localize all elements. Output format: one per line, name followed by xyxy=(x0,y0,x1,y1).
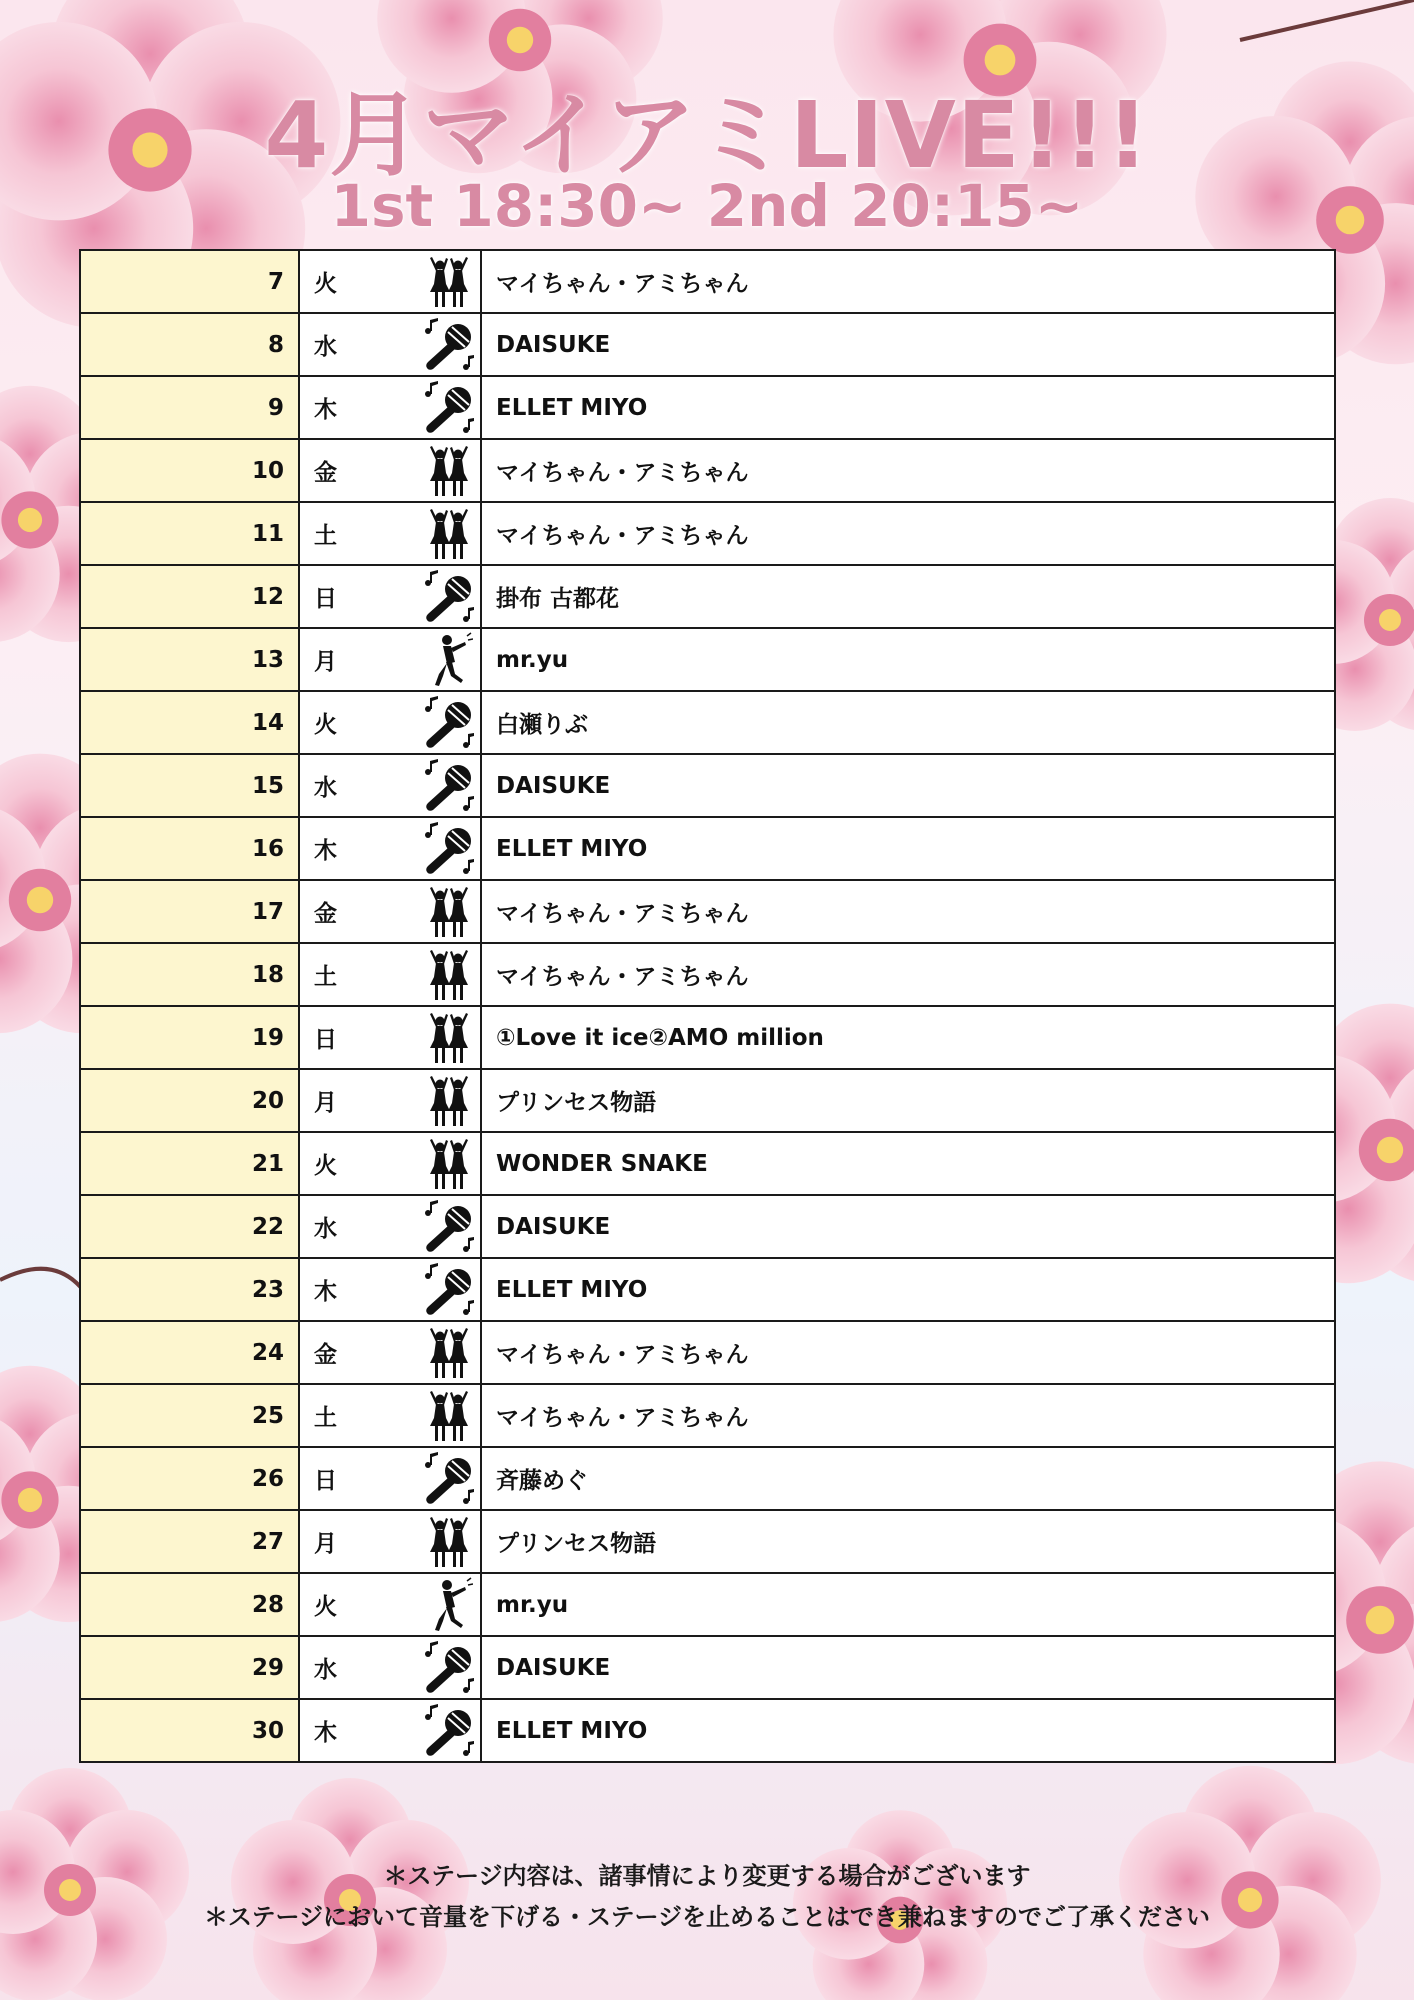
weekday-cell: 日 xyxy=(299,1006,418,1069)
date-cell: 10 xyxy=(80,439,299,502)
microphone-icon xyxy=(418,821,480,877)
schedule-row xyxy=(80,817,1335,880)
icon-cell xyxy=(418,1699,481,1762)
date-cell: 18 xyxy=(80,943,299,1006)
schedule-table xyxy=(79,249,1336,1763)
performer-cell: プリンセス物語 xyxy=(481,1510,1335,1573)
schedule-row xyxy=(80,1069,1335,1132)
schedule-row xyxy=(80,1006,1335,1069)
date-cell: 17 xyxy=(80,880,299,943)
performer-cell: DAISUKE xyxy=(481,754,1335,817)
schedule-row xyxy=(80,754,1335,817)
schedule-row xyxy=(80,880,1335,943)
icon-cell xyxy=(418,1195,481,1258)
microphone-icon xyxy=(418,758,480,814)
microphone-icon xyxy=(418,317,480,373)
schedule-row xyxy=(80,628,1335,691)
date-cell: 8 xyxy=(80,313,299,376)
dancers-icon xyxy=(418,254,480,310)
icon-cell xyxy=(418,1510,481,1573)
icon-cell xyxy=(418,250,481,313)
weekday-cell: 水 xyxy=(299,1195,418,1258)
dancers-icon xyxy=(418,947,480,1003)
microphone-icon xyxy=(418,1640,480,1696)
icon-cell xyxy=(418,1321,481,1384)
weekday-cell: 水 xyxy=(299,754,418,817)
icon-cell xyxy=(418,628,481,691)
performer-cell: マイちゃん・アミちゃん xyxy=(481,250,1335,313)
schedule-row xyxy=(80,439,1335,502)
weekday-cell: 火 xyxy=(299,691,418,754)
weekday-cell: 水 xyxy=(299,1636,418,1699)
performer-cell: ELLET MIYO xyxy=(481,1699,1335,1762)
weekday-cell: 月 xyxy=(299,628,418,691)
date-cell: 14 xyxy=(80,691,299,754)
date-cell: 22 xyxy=(80,1195,299,1258)
dancers-icon xyxy=(418,506,480,562)
date-cell: 28 xyxy=(80,1573,299,1636)
microphone-icon xyxy=(418,380,480,436)
weekday-cell: 木 xyxy=(299,1258,418,1321)
date-cell: 16 xyxy=(80,817,299,880)
dancers-icon xyxy=(418,1073,480,1129)
notes xyxy=(0,1856,1414,1938)
note-line: ＊ステージにおいて音量を下げる・ステージを止めることはでき兼ねますのでご了承ください xyxy=(203,1903,1211,1931)
schedule-row xyxy=(80,376,1335,439)
icon-cell xyxy=(418,1132,481,1195)
performer-cell: 斉藤めぐ xyxy=(481,1447,1335,1510)
weekday-cell: 水 xyxy=(299,313,418,376)
performer-cell: ELLET MIYO xyxy=(481,1258,1335,1321)
performer-cell: mr.yu xyxy=(481,628,1335,691)
schedule-row xyxy=(80,1321,1335,1384)
schedule-row xyxy=(80,502,1335,565)
dancers-icon xyxy=(418,1388,480,1444)
dancers-icon xyxy=(418,1136,480,1192)
performer-cell: マイちゃん・アミちゃん xyxy=(481,1384,1335,1447)
performer-cell: マイちゃん・アミちゃん xyxy=(481,880,1335,943)
icon-cell xyxy=(418,1069,481,1132)
weekday-cell: 火 xyxy=(299,1132,418,1195)
icon-cell xyxy=(418,565,481,628)
date-cell: 15 xyxy=(80,754,299,817)
date-cell: 25 xyxy=(80,1384,299,1447)
performer-cell: マイちゃん・アミちゃん xyxy=(481,943,1335,1006)
schedule-row xyxy=(80,1510,1335,1573)
date-cell: 12 xyxy=(80,565,299,628)
schedule-row xyxy=(80,1573,1335,1636)
performer-cell: 白瀬りぶ xyxy=(481,691,1335,754)
icon-cell xyxy=(418,943,481,1006)
date-cell: 19 xyxy=(80,1006,299,1069)
schedule-row xyxy=(80,1636,1335,1699)
icon-cell xyxy=(418,376,481,439)
icon-cell xyxy=(418,691,481,754)
date-cell: 21 xyxy=(80,1132,299,1195)
weekday-cell: 火 xyxy=(299,1573,418,1636)
weekday-cell: 木 xyxy=(299,817,418,880)
icon-cell xyxy=(418,880,481,943)
performer-cell: プリンセス物語 xyxy=(481,1069,1335,1132)
icon-cell xyxy=(418,1006,481,1069)
date-cell: 23 xyxy=(80,1258,299,1321)
icon-cell xyxy=(418,313,481,376)
show-times: 1st 18:30~ 2nd 20:15~ xyxy=(330,172,1084,240)
microphone-icon xyxy=(418,1451,480,1507)
schedule-row xyxy=(80,1195,1335,1258)
weekday-cell: 金 xyxy=(299,439,418,502)
weekday-cell: 土 xyxy=(299,502,418,565)
schedule-row xyxy=(80,1699,1335,1762)
date-cell: 7 xyxy=(80,250,299,313)
microphone-icon xyxy=(418,569,480,625)
date-cell: 29 xyxy=(80,1636,299,1699)
schedule-row xyxy=(80,1258,1335,1321)
schedule-row xyxy=(80,691,1335,754)
dancers-icon xyxy=(418,1325,480,1381)
icon-cell xyxy=(418,817,481,880)
date-cell: 24 xyxy=(80,1321,299,1384)
microphone-icon xyxy=(418,1262,480,1318)
performer-cell: マイちゃん・アミちゃん xyxy=(481,1321,1335,1384)
weekday-cell: 土 xyxy=(299,1384,418,1447)
performer-cell: WONDER SNAKE xyxy=(481,1132,1335,1195)
weekday-cell: 金 xyxy=(299,1321,418,1384)
microphone-icon xyxy=(418,695,480,751)
schedule-row xyxy=(80,1132,1335,1195)
dancers-icon xyxy=(418,1010,480,1066)
performer-cell: DAISUKE xyxy=(481,1636,1335,1699)
dancers-icon xyxy=(418,1514,480,1570)
date-cell: 26 xyxy=(80,1447,299,1510)
schedule-row xyxy=(80,1447,1335,1510)
icon-cell xyxy=(418,439,481,502)
weekday-cell: 木 xyxy=(299,1699,418,1762)
weekday-cell: 金 xyxy=(299,880,418,943)
performer-cell: ①Love it ice②AMO million xyxy=(481,1006,1335,1069)
performer-cell: mr.yu xyxy=(481,1573,1335,1636)
weekday-cell: 火 xyxy=(299,250,418,313)
page-title: 4月マイアミLIVE!!! xyxy=(264,82,1150,189)
performer-cell: 掛布 古都花 xyxy=(481,565,1335,628)
icon-cell xyxy=(418,1258,481,1321)
weekday-cell: 日 xyxy=(299,565,418,628)
icon-cell xyxy=(418,1447,481,1510)
date-cell: 30 xyxy=(80,1699,299,1762)
date-cell: 13 xyxy=(80,628,299,691)
microphone-icon xyxy=(418,1199,480,1255)
schedule-row xyxy=(80,943,1335,1006)
icon-cell xyxy=(418,1636,481,1699)
icon-cell xyxy=(418,502,481,565)
performer-cell: ELLET MIYO xyxy=(481,376,1335,439)
date-cell: 9 xyxy=(80,376,299,439)
performer-icon xyxy=(418,632,480,688)
dancers-icon xyxy=(418,884,480,940)
weekday-cell: 土 xyxy=(299,943,418,1006)
note-line: ＊ステージ内容は、諸事情により変更する場合がございます xyxy=(383,1862,1031,1890)
microphone-icon xyxy=(418,1703,480,1759)
weekday-cell: 木 xyxy=(299,376,418,439)
performer-cell: DAISUKE xyxy=(481,1195,1335,1258)
weekday-cell: 月 xyxy=(299,1510,418,1573)
icon-cell xyxy=(418,1384,481,1447)
date-cell: 27 xyxy=(80,1510,299,1573)
schedule-row xyxy=(80,313,1335,376)
schedule-row xyxy=(80,250,1335,313)
performer-cell: DAISUKE xyxy=(481,313,1335,376)
icon-cell xyxy=(418,1573,481,1636)
schedule-row xyxy=(80,1384,1335,1447)
schedule-row xyxy=(80,565,1335,628)
date-cell: 20 xyxy=(80,1069,299,1132)
weekday-cell: 日 xyxy=(299,1447,418,1510)
date-cell: 11 xyxy=(80,502,299,565)
performer-cell: マイちゃん・アミちゃん xyxy=(481,439,1335,502)
weekday-cell: 月 xyxy=(299,1069,418,1132)
performer-cell: ELLET MIYO xyxy=(481,817,1335,880)
performer-icon xyxy=(418,1577,480,1633)
dancers-icon xyxy=(418,443,480,499)
performer-cell: マイちゃん・アミちゃん xyxy=(481,502,1335,565)
icon-cell xyxy=(418,754,481,817)
